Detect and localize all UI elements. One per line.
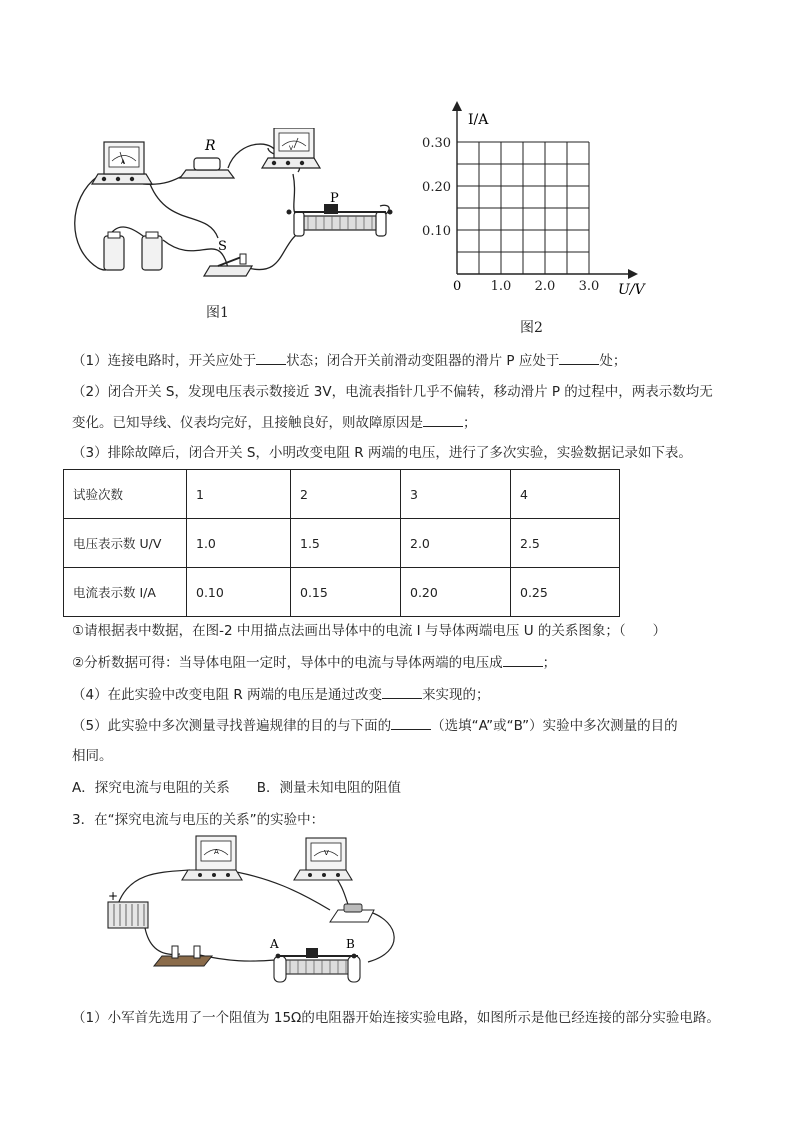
question-4: [72, 684, 490, 705]
table-cell: 电流表示数 I/A: [64, 568, 187, 617]
table-cell: 试验次数: [64, 470, 187, 519]
battery-pack: [104, 232, 162, 270]
ammeter-device-2: [182, 836, 242, 880]
y-axis-label: I/A: [468, 112, 489, 128]
table-cell: 1.5: [291, 519, 401, 568]
label-a: A: [270, 937, 279, 951]
x-tick-label: 3.0: [578, 279, 600, 294]
resistor-r: [180, 158, 234, 178]
answer-blank[interactable]: [256, 350, 286, 365]
x-tick-label: 1.0: [490, 279, 512, 294]
data-table: [63, 469, 620, 617]
q4-text-a: （4）在此实验中改变电阻 R 两端的电压是通过改变: [72, 687, 383, 703]
y-tick-label: 0.20: [422, 180, 451, 195]
y-tick-label: 0.10: [422, 224, 451, 239]
origin-label: 0: [453, 279, 462, 294]
y-tick-label: 0.30: [422, 136, 451, 151]
voltmeter-symbol: V: [289, 145, 294, 152]
table-cell: 4: [511, 470, 620, 519]
table-row: [64, 568, 620, 617]
q1-text-c: 处；: [599, 353, 627, 369]
problem-3-title: 3．在“探究电流与电压的关系”的实验中：: [72, 812, 325, 828]
question-3: （3）排除故障后，闭合开关 S，小明改变电阻 R 两端的电压，进行了多次实验，实验数据记录如下表。: [72, 445, 692, 461]
resistor-15-ohm: [330, 904, 374, 922]
table-cell: 0.25: [511, 568, 620, 617]
label-r: R: [205, 138, 216, 154]
question-2-line1: （2）闭合开关 S，发现电压表示数接近 3V，电流表指针几乎不偏转，移动滑片 P 的过程中，两表示数均无: [72, 384, 713, 400]
table-cell: 2.5: [511, 519, 620, 568]
question-5-line1: [72, 715, 678, 736]
x-axis-arrow-icon: [628, 269, 638, 279]
answer-blank[interactable]: [382, 684, 422, 699]
x-axis-label: U/V: [618, 282, 645, 298]
q4-text-b: 来实现的；: [422, 687, 490, 703]
table-cell: 3: [401, 470, 511, 519]
q2-text-a: 变化。已知导线、仪表均完好，且接触良好，则故障原因是: [72, 415, 423, 431]
question-3-sub2: [72, 652, 556, 673]
q1-text-b: 状态；闭合开关前滑动变阻器的滑片 P 应处于: [286, 353, 560, 369]
table-row: [64, 470, 620, 519]
answer-blank[interactable]: [503, 652, 543, 667]
question-3-sub1: ①请根据表中数据，在图-2 中用描点法画出导体中的电流 I 与导体两端电压 U 的关系图象；（ ）: [72, 623, 667, 639]
figure1-circuit: [68, 128, 398, 286]
answer-blank[interactable]: [423, 412, 463, 427]
battery-box: [108, 902, 148, 928]
rheostat-2: [274, 948, 360, 982]
q1-text-a: （1）连接电路时，开关应处于: [72, 353, 257, 369]
figure2-chart: [410, 98, 650, 310]
voltmeter-symbol-2: V: [324, 849, 329, 857]
label-s: S: [218, 239, 227, 254]
question-1: [72, 350, 626, 371]
figure2-caption: 图2: [520, 320, 543, 336]
answer-options: A．探究电流与电阻的关系 B．测量未知电阻的阻值: [72, 780, 401, 796]
table-cell: 0.20: [401, 568, 511, 617]
q5-text-a: （5）此实验中多次测量寻找普遍规律的目的与下面的: [72, 718, 392, 734]
answer-blank[interactable]: [559, 350, 599, 365]
ammeter-symbol: A: [121, 159, 126, 166]
question-5-line2: 相同。: [72, 748, 113, 764]
q3-sub2-text-a: ②分析数据可得：当导体电阻一定时，导体中的电流与导体两端的电压成: [72, 655, 503, 671]
table-cell: 0.10: [187, 568, 291, 617]
switch-s: [204, 254, 252, 276]
table-cell: 1.0: [187, 519, 291, 568]
ammeter-symbol-2: A: [214, 848, 219, 856]
table-cell: 0.15: [291, 568, 401, 617]
table-row: [64, 519, 620, 568]
rheostat: [287, 204, 393, 236]
q5-text-b: （选填“A”或“B”）实验中多次测量的目的: [431, 718, 678, 734]
table-cell: 2: [291, 470, 401, 519]
battery-plus: +: [108, 889, 119, 903]
switch-2: [154, 946, 212, 966]
question-2-line2: [72, 412, 477, 433]
q3-sub2-text-b: ；: [542, 655, 557, 671]
y-axis-arrow-icon: [452, 101, 462, 111]
voltmeter-device-2: [294, 838, 352, 880]
label-b: B: [346, 937, 355, 951]
table-cell: 1: [187, 470, 291, 519]
x-tick-label: 2.0: [534, 279, 556, 294]
answer-blank[interactable]: [391, 715, 431, 730]
problem-3-question-1: （1）小军首先选用了一个阻值为 15Ω的电阻器开始连接实验电路，如图所示是他已经连接的部分实验电路。: [72, 1010, 720, 1026]
table-cell: 电压表示数 U/V: [64, 519, 187, 568]
figure1-caption: 图1: [206, 305, 229, 321]
q2-text-b: ；: [463, 415, 477, 431]
figure3-circuit: [100, 832, 410, 992]
table-cell: 2.0: [401, 519, 511, 568]
label-p: P: [330, 191, 339, 206]
